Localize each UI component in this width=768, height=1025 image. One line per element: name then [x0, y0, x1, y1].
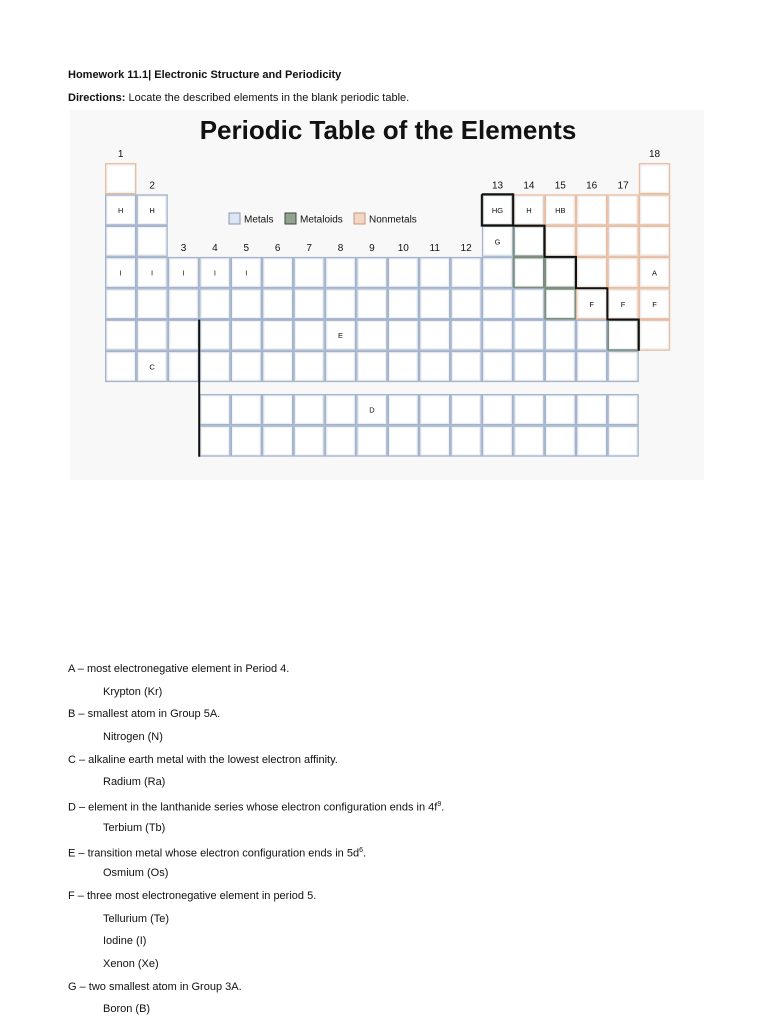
answer-text: Terbium (Tb) — [103, 821, 166, 834]
element-cell — [326, 395, 356, 425]
cell-label: G — [494, 237, 501, 247]
element-cell — [577, 226, 607, 256]
question-text: C – alkaline earth metal with the lowest electron affinity. — [68, 753, 338, 766]
element-cell — [545, 226, 575, 256]
element-cell — [169, 320, 199, 350]
element-cell — [357, 426, 387, 456]
answer-text: Xenon (Xe) — [103, 957, 159, 970]
element-cell — [106, 352, 136, 382]
element-cell — [106, 320, 136, 350]
element-cell — [231, 320, 261, 350]
element-cell — [514, 352, 544, 382]
question-text: D – element in the lanthanide series whose electron configuration ends in $4f^9$. — [68, 801, 445, 814]
element-cell — [263, 320, 293, 350]
superscript: 9 — [437, 801, 442, 809]
legend-label: Metaloids — [300, 214, 343, 226]
element-cell — [420, 289, 450, 319]
homework-title: Homework 11.1| Electronic Structure and Periodicity — [68, 69, 342, 81]
element-cell — [640, 320, 670, 350]
element-cell — [514, 289, 544, 319]
element-cell — [263, 258, 293, 288]
group-number: 8 — [337, 242, 344, 254]
element-cell — [483, 320, 513, 350]
question-text: F – three most electronegative element in period 5. — [68, 889, 317, 902]
element-cell — [388, 258, 418, 288]
cell-label: I — [119, 268, 122, 278]
cell-label: I — [213, 268, 216, 278]
element-cell — [326, 426, 356, 456]
question-text: G – two smallest atom in Group 3A. — [68, 980, 242, 993]
element-cell — [608, 320, 638, 350]
element-cell — [451, 320, 481, 350]
element-cell — [483, 258, 513, 288]
cell-label: F — [652, 299, 657, 309]
group-number: 13 — [491, 180, 504, 192]
element-cell — [420, 320, 450, 350]
element-cell — [231, 289, 261, 319]
legend-swatch — [229, 213, 240, 224]
element-cell — [388, 320, 418, 350]
cell-label: H — [149, 205, 155, 215]
answer-text: Osmium (Os) — [103, 867, 169, 880]
element-cell — [200, 352, 230, 382]
directions — [68, 92, 409, 104]
element-cell — [200, 395, 230, 425]
element-cell — [451, 258, 481, 288]
element-cell — [294, 395, 324, 425]
element-cell — [420, 426, 450, 456]
answer-text: Radium (Ra) — [103, 776, 166, 789]
element-cell — [200, 426, 230, 456]
group-number: 9 — [369, 242, 375, 254]
element-cell — [294, 320, 324, 350]
element-cell — [388, 289, 418, 319]
element-cell — [231, 426, 261, 456]
element-cell — [231, 395, 261, 425]
element-cell — [263, 289, 293, 319]
element-cell — [263, 426, 293, 456]
element-cell — [294, 426, 324, 456]
element-cell — [137, 320, 167, 350]
group-number: 18 — [648, 149, 661, 160]
question-text: E – transition metal whose electron configuration ends in $5d^6$. — [68, 846, 367, 860]
cell-label: F — [589, 299, 594, 309]
legend — [229, 213, 417, 226]
cell-label: D — [369, 405, 375, 415]
cell-label: I — [151, 268, 154, 278]
element-cell — [514, 258, 544, 288]
cell-label: I — [245, 268, 248, 278]
periodic-table — [70, 110, 704, 480]
element-cell — [608, 395, 638, 425]
element-cell — [357, 289, 387, 319]
element-cell — [545, 258, 575, 288]
element-cell — [388, 352, 418, 382]
cell-label: HB — [555, 205, 566, 215]
element-cell — [545, 426, 575, 456]
element-cell — [326, 352, 356, 382]
element-cell — [137, 289, 167, 319]
element-cell — [514, 395, 544, 425]
element-cell — [483, 395, 513, 425]
element-cell — [420, 352, 450, 382]
group-number: 11 — [429, 242, 440, 254]
cell-label: HG — [491, 205, 504, 215]
element-cell — [608, 195, 638, 225]
superscript: 6 — [359, 846, 363, 854]
element-cell — [200, 320, 230, 350]
group-number: 7 — [306, 242, 312, 254]
group-number: 6 — [274, 242, 281, 254]
group-number: 16 — [586, 180, 598, 192]
element-cell — [545, 395, 575, 425]
element-cell — [640, 226, 670, 256]
element-cell — [137, 226, 167, 256]
answer-text: Iodine (I) — [103, 935, 147, 948]
element-cell — [514, 426, 544, 456]
element-cell — [200, 289, 230, 319]
element-cell — [577, 395, 607, 425]
element-cell — [420, 258, 450, 288]
answer-text: Boron (B) — [103, 1003, 151, 1016]
element-cell — [294, 289, 324, 319]
element-cell — [483, 352, 513, 382]
element-cell — [608, 226, 638, 256]
directions-text: Locate the described elements in the blank periodic table. — [128, 92, 410, 104]
question-text: B – smallest atom in Group 5A. — [68, 708, 221, 721]
group-number: 4 — [212, 242, 218, 254]
cell-label: I — [182, 268, 185, 278]
element-cell — [263, 395, 293, 425]
element-cell — [451, 289, 481, 319]
element-cell — [640, 164, 670, 194]
group-number: 17 — [617, 180, 629, 192]
element-cell — [577, 258, 607, 288]
element-cell — [545, 352, 575, 382]
element-cell — [294, 258, 324, 288]
element-cell — [545, 320, 575, 350]
element-cell — [577, 352, 607, 382]
question-tail: . — [362, 847, 367, 860]
cell-label: H — [117, 205, 124, 215]
element-cell — [640, 195, 670, 225]
group-number: 15 — [554, 180, 566, 192]
element-cell — [608, 258, 638, 288]
cell-label: C — [149, 362, 155, 372]
element-cell — [608, 352, 638, 382]
element-cell — [169, 289, 199, 319]
cell-label: A — [651, 268, 658, 278]
directions-label: Directions: — [68, 92, 126, 104]
question-text: A – most electronegative element in Period 4. — [68, 663, 290, 675]
element-cell — [326, 289, 356, 319]
group-number: 12 — [460, 242, 472, 254]
element-cell — [388, 426, 418, 456]
legend-swatch — [354, 213, 365, 224]
element-cell — [514, 320, 544, 350]
element-cell — [357, 352, 387, 382]
element-cell — [483, 289, 513, 319]
element-cell — [545, 289, 575, 319]
element-cell — [451, 426, 481, 456]
element-cell — [231, 352, 261, 382]
legend-label: Nonmetals — [369, 214, 417, 226]
group-number: 3 — [180, 242, 187, 254]
group-number: 2 — [149, 180, 155, 192]
answer-text: Nitrogen (N) — [103, 731, 163, 744]
element-cell — [514, 226, 544, 256]
answer-text: Tellurium (Te) — [103, 912, 170, 925]
group-number: 5 — [243, 242, 250, 254]
element-cell — [483, 426, 513, 456]
element-cell — [106, 226, 136, 256]
element-cell — [388, 395, 418, 425]
element-cell — [357, 258, 387, 288]
cell-label: E — [337, 331, 344, 341]
group-number: 14 — [523, 180, 535, 192]
element-cell — [294, 352, 324, 382]
element-cell — [577, 426, 607, 456]
element-cell — [451, 395, 481, 425]
element-cell — [420, 395, 450, 425]
element-cell — [357, 320, 387, 350]
element-cell — [106, 164, 136, 194]
element-cell — [263, 352, 293, 382]
answer-text: Krypton (Kr) — [103, 685, 163, 698]
element-cell — [577, 195, 607, 225]
group-number: 1 — [117, 149, 124, 160]
cell-label: F — [620, 299, 626, 309]
element-cell — [106, 289, 136, 319]
question-list — [68, 662, 444, 1025]
element-cell — [577, 320, 607, 350]
cell-label: H — [526, 205, 532, 215]
element-cell — [169, 352, 199, 382]
legend-swatch — [285, 213, 296, 224]
table-title: Periodic Table of the Elements — [199, 115, 577, 145]
group-number: 10 — [397, 242, 409, 254]
element-cell — [451, 352, 481, 382]
element-cell — [326, 258, 356, 288]
question-tail: . — [441, 801, 445, 814]
legend-label: Metals — [244, 214, 274, 226]
element-cell — [608, 426, 638, 456]
